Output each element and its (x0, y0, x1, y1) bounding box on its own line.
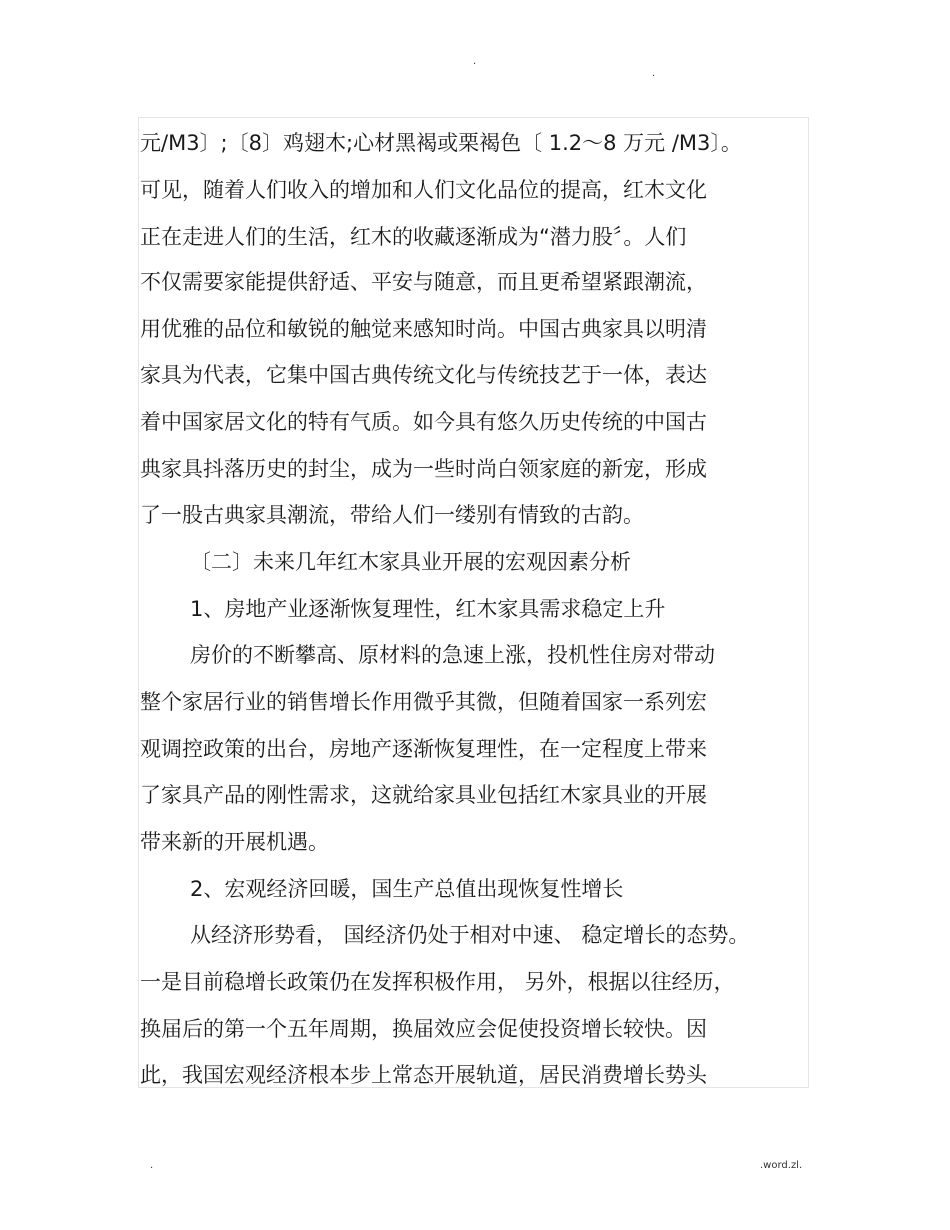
body-line: 了家具产品的刚性需求，这就给家具业包括红木家具业的开展 (140, 783, 707, 807)
body-line: 正在走进人们的生活，红木的收藏逐渐成为“潜力股〞。人们 (140, 225, 687, 249)
subsection-heading: 1、房地产业逐渐恢复理性，红木家具需求稳定上升 (190, 597, 666, 621)
body-line: 典家具抖落历史的封尘，成为一些时尚白领家庭的新宠，形成 (140, 457, 707, 481)
section-heading: 〔二〕未来几年红木家具业开展的宏观因素分析 (190, 550, 631, 574)
footer-source: .word.zl. (760, 1160, 803, 1171)
body-line: 房价的不断攀高、原材料的急速上涨，投机性住房对带动 (190, 643, 715, 667)
body-line: 带来新的开展机遇。 (140, 830, 329, 854)
body-line: 不仅需要家能提供舒适、平安与随意，而且更希望紧跟潮流， (140, 270, 707, 294)
body-line: 换届后的第一个五年周期，换届效应会促使投资增长较快。因 (140, 1017, 707, 1041)
header-dot-right: · (652, 71, 656, 82)
body-line: 元/M3〕;〔8〕鸡翅木;心材黑褐或栗褐色〔 1.2～8 万元 /M3〕。 (140, 131, 742, 155)
body-line: 可见，随着人们收入的增加和人们文化品位的提高，红木文化 (140, 178, 707, 202)
body-line: 一是目前稳增长政策仍在发挥积极作用， 另外，根据以往经历， (140, 970, 735, 994)
body-line: 用优雅的品位和敏锐的触觉来感知时尚。中国古典家具以明清 (140, 317, 707, 341)
subsection-heading: 2、宏观经济回暖，国生产总值出现恢复性增长 (190, 877, 624, 901)
body-line: 了一股古典家具潮流，带给人们一缕别有情致的古韵。 (140, 503, 644, 527)
footer-left-mark: . (150, 1160, 154, 1171)
body-line: 观调控政策的出台，房地产逐渐恢复理性，在一定程度上带来 (140, 737, 707, 761)
body-line: 家具为代表，它集中国古典传统文化与传统技艺于一体，表达 (140, 363, 707, 387)
body-line: 整个家居行业的销售增长作用微乎其微，但随着国家一系列宏 (140, 690, 707, 714)
header-dot-left: · (473, 59, 477, 70)
body-line: 从经济形势看， 国经济仍处于相对中速、 稳定增长的态势。 (190, 923, 750, 947)
body-line: 此，我国宏观经济根本步上常态开展轨道，居民消费增长势头 (140, 1063, 707, 1087)
body-line: 着中国家居文化的特有气质。如今具有悠久历史传统的中国古 (140, 410, 707, 434)
